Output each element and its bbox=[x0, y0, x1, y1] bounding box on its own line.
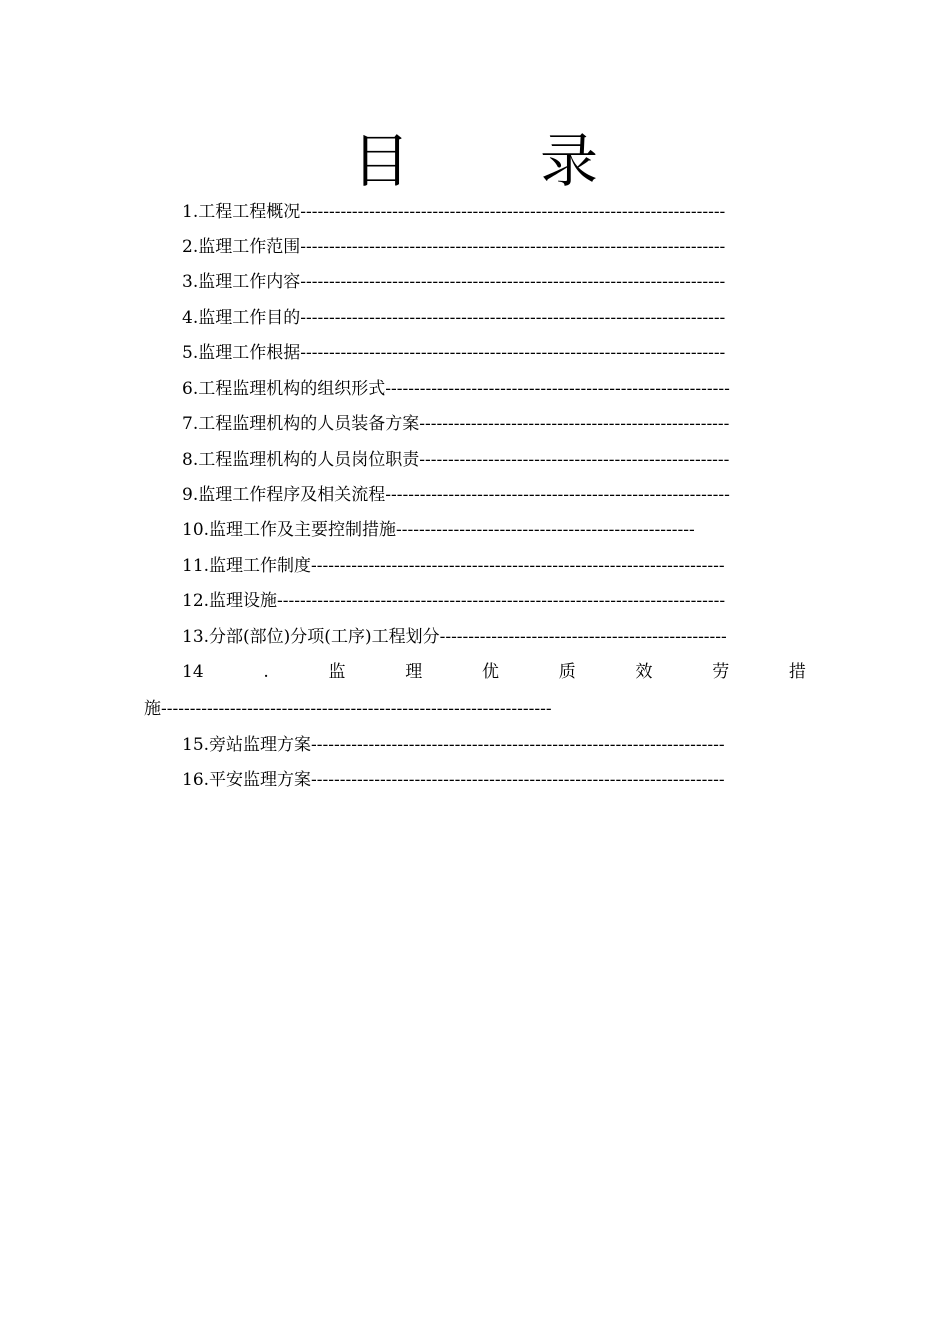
toc-leader: -------------------------------------------------------------------------- bbox=[300, 237, 726, 257]
toc-entry-15[interactable] bbox=[182, 727, 805, 763]
toc-entry-2[interactable] bbox=[182, 229, 805, 265]
toc-entry-11[interactable] bbox=[182, 548, 805, 584]
toc-leader: -------------------------------------------------------------------------- bbox=[300, 343, 726, 363]
toc-leader: ------------------------------------------------------ bbox=[419, 414, 730, 434]
toc-leader: ------------------------------------------------------------ bbox=[385, 379, 730, 399]
toc-entry-text: 工程工程概况 bbox=[198, 202, 301, 222]
toc-entry-number: 13. bbox=[182, 627, 210, 647]
toc-entry-number: 8. bbox=[182, 450, 199, 470]
toc-entry-text: 监理设施 bbox=[209, 591, 278, 611]
toc-entry-3[interactable] bbox=[182, 264, 805, 300]
toc-entry-text: 监理工作制度 bbox=[209, 556, 312, 576]
toc-entry-number: 1. bbox=[182, 202, 199, 222]
toc-entry-16[interactable] bbox=[182, 762, 805, 798]
toc-leader: ------------------------------------------------------------------------------ bbox=[277, 591, 726, 611]
toc-leader: ---------------------------------------------------- bbox=[396, 520, 695, 540]
toc-entry-char: 质 bbox=[558, 662, 576, 682]
toc-entry-number: 6. bbox=[182, 379, 199, 399]
toc-entry-9[interactable] bbox=[182, 477, 805, 513]
toc-entry-number: 11. bbox=[182, 556, 210, 576]
toc-entry-text: 旁站监理方案 bbox=[209, 735, 312, 755]
toc-entry-number: 2. bbox=[182, 237, 199, 257]
toc-entry-char: 优 bbox=[481, 662, 499, 682]
toc-entry-number: 4. bbox=[182, 308, 199, 328]
toc-entry-text: 监理工作及主要控制措施 bbox=[209, 520, 397, 540]
toc-entry-number: 15. bbox=[182, 735, 210, 755]
toc-entry-13[interactable] bbox=[182, 619, 805, 655]
toc-leader: ------------------------------------------------------------------------ bbox=[311, 556, 725, 576]
toc-entry-10[interactable] bbox=[182, 512, 805, 548]
toc-entry-14-continuation[interactable]: 施-------------------------------------------------------------------- bbox=[144, 699, 552, 719]
toc-entry-4[interactable] bbox=[182, 300, 805, 336]
toc-entry-dot: . bbox=[263, 662, 269, 682]
toc-entry-number: 7. bbox=[182, 414, 199, 434]
toc-entry-char: 效 bbox=[635, 662, 653, 682]
toc-entry-5[interactable] bbox=[182, 335, 805, 371]
toc-entry-char: 劳 bbox=[712, 662, 730, 682]
toc-entry-text: 监理工作程序及相关流程 bbox=[198, 485, 386, 505]
toc-entry-text: 监理工作范围 bbox=[198, 237, 301, 257]
toc-entry-text: 平安监理方案 bbox=[209, 770, 312, 790]
toc-entry-14[interactable] bbox=[182, 654, 806, 690]
toc-entry-text: 工程监理机构的人员装备方案 bbox=[198, 414, 420, 434]
toc-entry-char: 理 bbox=[405, 662, 423, 682]
toc-leader: ------------------------------------------------------------------------ bbox=[311, 770, 725, 790]
toc-leader: ------------------------------------------------------------------------ bbox=[311, 735, 725, 755]
toc-leader: -------------------------------------------------------------------------- bbox=[300, 308, 726, 328]
toc-entry-number: 14 bbox=[182, 662, 204, 682]
toc-entry-8[interactable] bbox=[182, 442, 805, 478]
toc-entry-char: 监 bbox=[328, 662, 346, 682]
toc-leader: -------------------------------------------------------------------------- bbox=[300, 202, 726, 222]
toc-entry-number: 16. bbox=[182, 770, 210, 790]
toc-leader: ------------------------------------------------------ bbox=[419, 450, 730, 470]
toc-leader: -------------------------------------------------- bbox=[439, 627, 727, 647]
toc-entry-number: 3. bbox=[182, 272, 199, 292]
toc-entry-number: 5. bbox=[182, 343, 199, 363]
toc-leader: ------------------------------------------------------------ bbox=[385, 485, 730, 505]
toc-entry-text: 工程监理机构的组织形式 bbox=[198, 379, 386, 399]
toc-entry-text: 监理工作内容 bbox=[198, 272, 301, 292]
toc-entry-text: 监理工作目的 bbox=[198, 308, 301, 328]
toc-entry-text: 监理工作根据 bbox=[198, 343, 301, 363]
toc-entry-number: 10. bbox=[182, 520, 210, 540]
toc-leader: -------------------------------------------------------------------------- bbox=[300, 272, 726, 292]
toc-entry-number: 9. bbox=[182, 485, 199, 505]
toc-entry-12[interactable] bbox=[182, 583, 805, 619]
toc-entry-text: 分部(部位)分项(工序)工程划分 bbox=[209, 627, 440, 647]
toc-entry-7[interactable] bbox=[182, 406, 805, 442]
toc-entry-6[interactable] bbox=[182, 371, 805, 407]
toc-entry-1[interactable] bbox=[182, 194, 805, 230]
toc-entry-char: 措 bbox=[788, 662, 806, 682]
toc-entry-text: 工程监理机构的人员岗位职责 bbox=[198, 450, 420, 470]
toc-entry-number: 12. bbox=[182, 591, 210, 611]
page-title: 目 录 bbox=[351, 127, 634, 195]
